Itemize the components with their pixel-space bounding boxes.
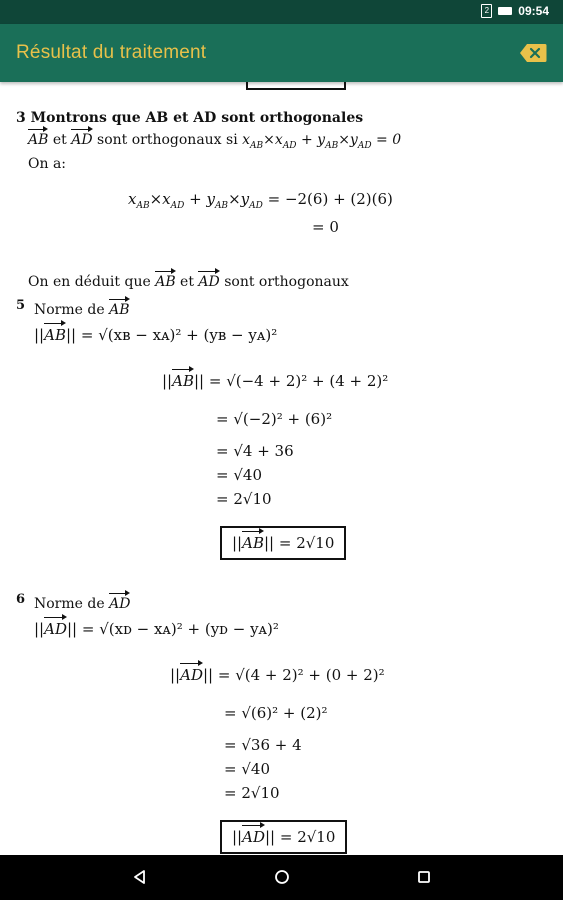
page-title: Résultat du traitement [16,42,207,63]
section6-formula-text: = √(xᴅ − xᴀ)² + (yᴅ − yᴀ)² [81,620,279,638]
recents-square-icon[interactable] [415,868,433,886]
section3-conclusion [28,274,349,290]
vector-ad-formula: AD [44,620,67,638]
section5-formula-text: = √(xʙ − xᴀ)² + (yʙ − yᴀ)² [80,326,278,344]
conclusion-prefix: On en déduit que [28,274,156,290]
vector-ab-step: AB [172,372,194,390]
section5-step-5: = 2√10 [216,490,272,508]
vector-ab-conclusion: AB [155,274,176,290]
conclusion-mid: et [175,274,199,290]
section6-step-2: = √(6)² + (2)² [224,704,328,722]
status-time: 09:54 [518,4,549,18]
section6-formula: ||AD|| = √(xᴅ − xᴀ)² + (yᴅ − yᴀ)² [34,620,279,638]
sim-icon: 2 [481,4,492,18]
section6-step-5: = 2√10 [224,784,280,802]
section5-result-box: ||AB|| = 2√10 [220,526,346,560]
section6-step-4: = √40 [224,760,270,778]
app-bar [0,24,563,82]
section6-step-1: ||AD|| = √(4 + 2)² + (0 + 2)² [170,666,385,684]
section3-calc [128,190,393,211]
vector-ab-norm: AB [109,302,130,318]
vector-ad-conclusion: AD [198,274,220,290]
section5-step-4: = √40 [216,466,262,484]
conclusion-suffix: sont orthogonaux [219,274,349,290]
result-content[interactable] [0,82,563,855]
calc-left: $x_{AB}\times x_{AD} + y_{AB}\times y_{AD}$ [128,190,263,211]
section5-step-2: = √(−2)² + (6)² [216,410,333,428]
section3-result: = 0 [312,218,339,236]
home-circle-icon[interactable] [273,868,291,886]
vector-ab: AB [28,132,49,148]
section5-result-text: = 2√10 [278,534,335,552]
on-a-label: On a: [28,156,67,172]
section6-result-text: = 2√10 [279,828,336,846]
vector-ad-result: AD [242,828,265,846]
section6-step-1-text: = √(4 + 2)² + (0 + 2)² [217,666,385,684]
calc-right: = −2(6) + (2)(6) [267,190,393,208]
vector-ad: AD [71,132,93,148]
section3-heading: 3 Montrons que AB et AD sont orthogonales [16,110,364,126]
vector-ad-step: AD [180,666,203,684]
section5-step-3: = √4 + 36 [216,442,294,460]
section6-number: 6 [16,592,26,607]
section5-step-1-text: = √(−4 + 2)² + (4 + 2)² [208,372,389,390]
navigation-bar [0,855,563,900]
vector-ab-formula: AB [44,326,66,344]
section5-formula: ||AB|| = √(xʙ − xᴀ)² + (yʙ − yᴀ)² [34,326,278,344]
section3-condition [28,132,401,151]
section5-number: 5 [16,298,26,313]
vector-ad-norm: AD [109,596,131,612]
section5-label-text: Norme de [34,302,110,318]
backspace-icon[interactable] [519,43,547,63]
battery-icon [498,7,512,15]
section5-label [34,302,130,318]
section6-label [34,596,130,612]
section6-step-3: = √36 + 4 [224,736,302,754]
previous-result-box [246,82,346,90]
back-triangle-icon[interactable] [131,868,149,886]
section6-label-text: Norme de [34,596,110,612]
section5-step-1: ||AB|| = √(−4 + 2)² + (4 + 2)² [162,372,389,390]
vector-ab-result: AB [242,534,264,552]
condition-eq: $x_{AB}\times x_{AD} + y_{AB}\times y_{AD} = 0$ [242,132,402,151]
condition-mid: et [48,132,72,148]
section6-result-box: ||AD|| = 2√10 [220,820,347,854]
status-bar [0,0,563,24]
condition-rest: sont orthogonaux si [92,132,243,148]
